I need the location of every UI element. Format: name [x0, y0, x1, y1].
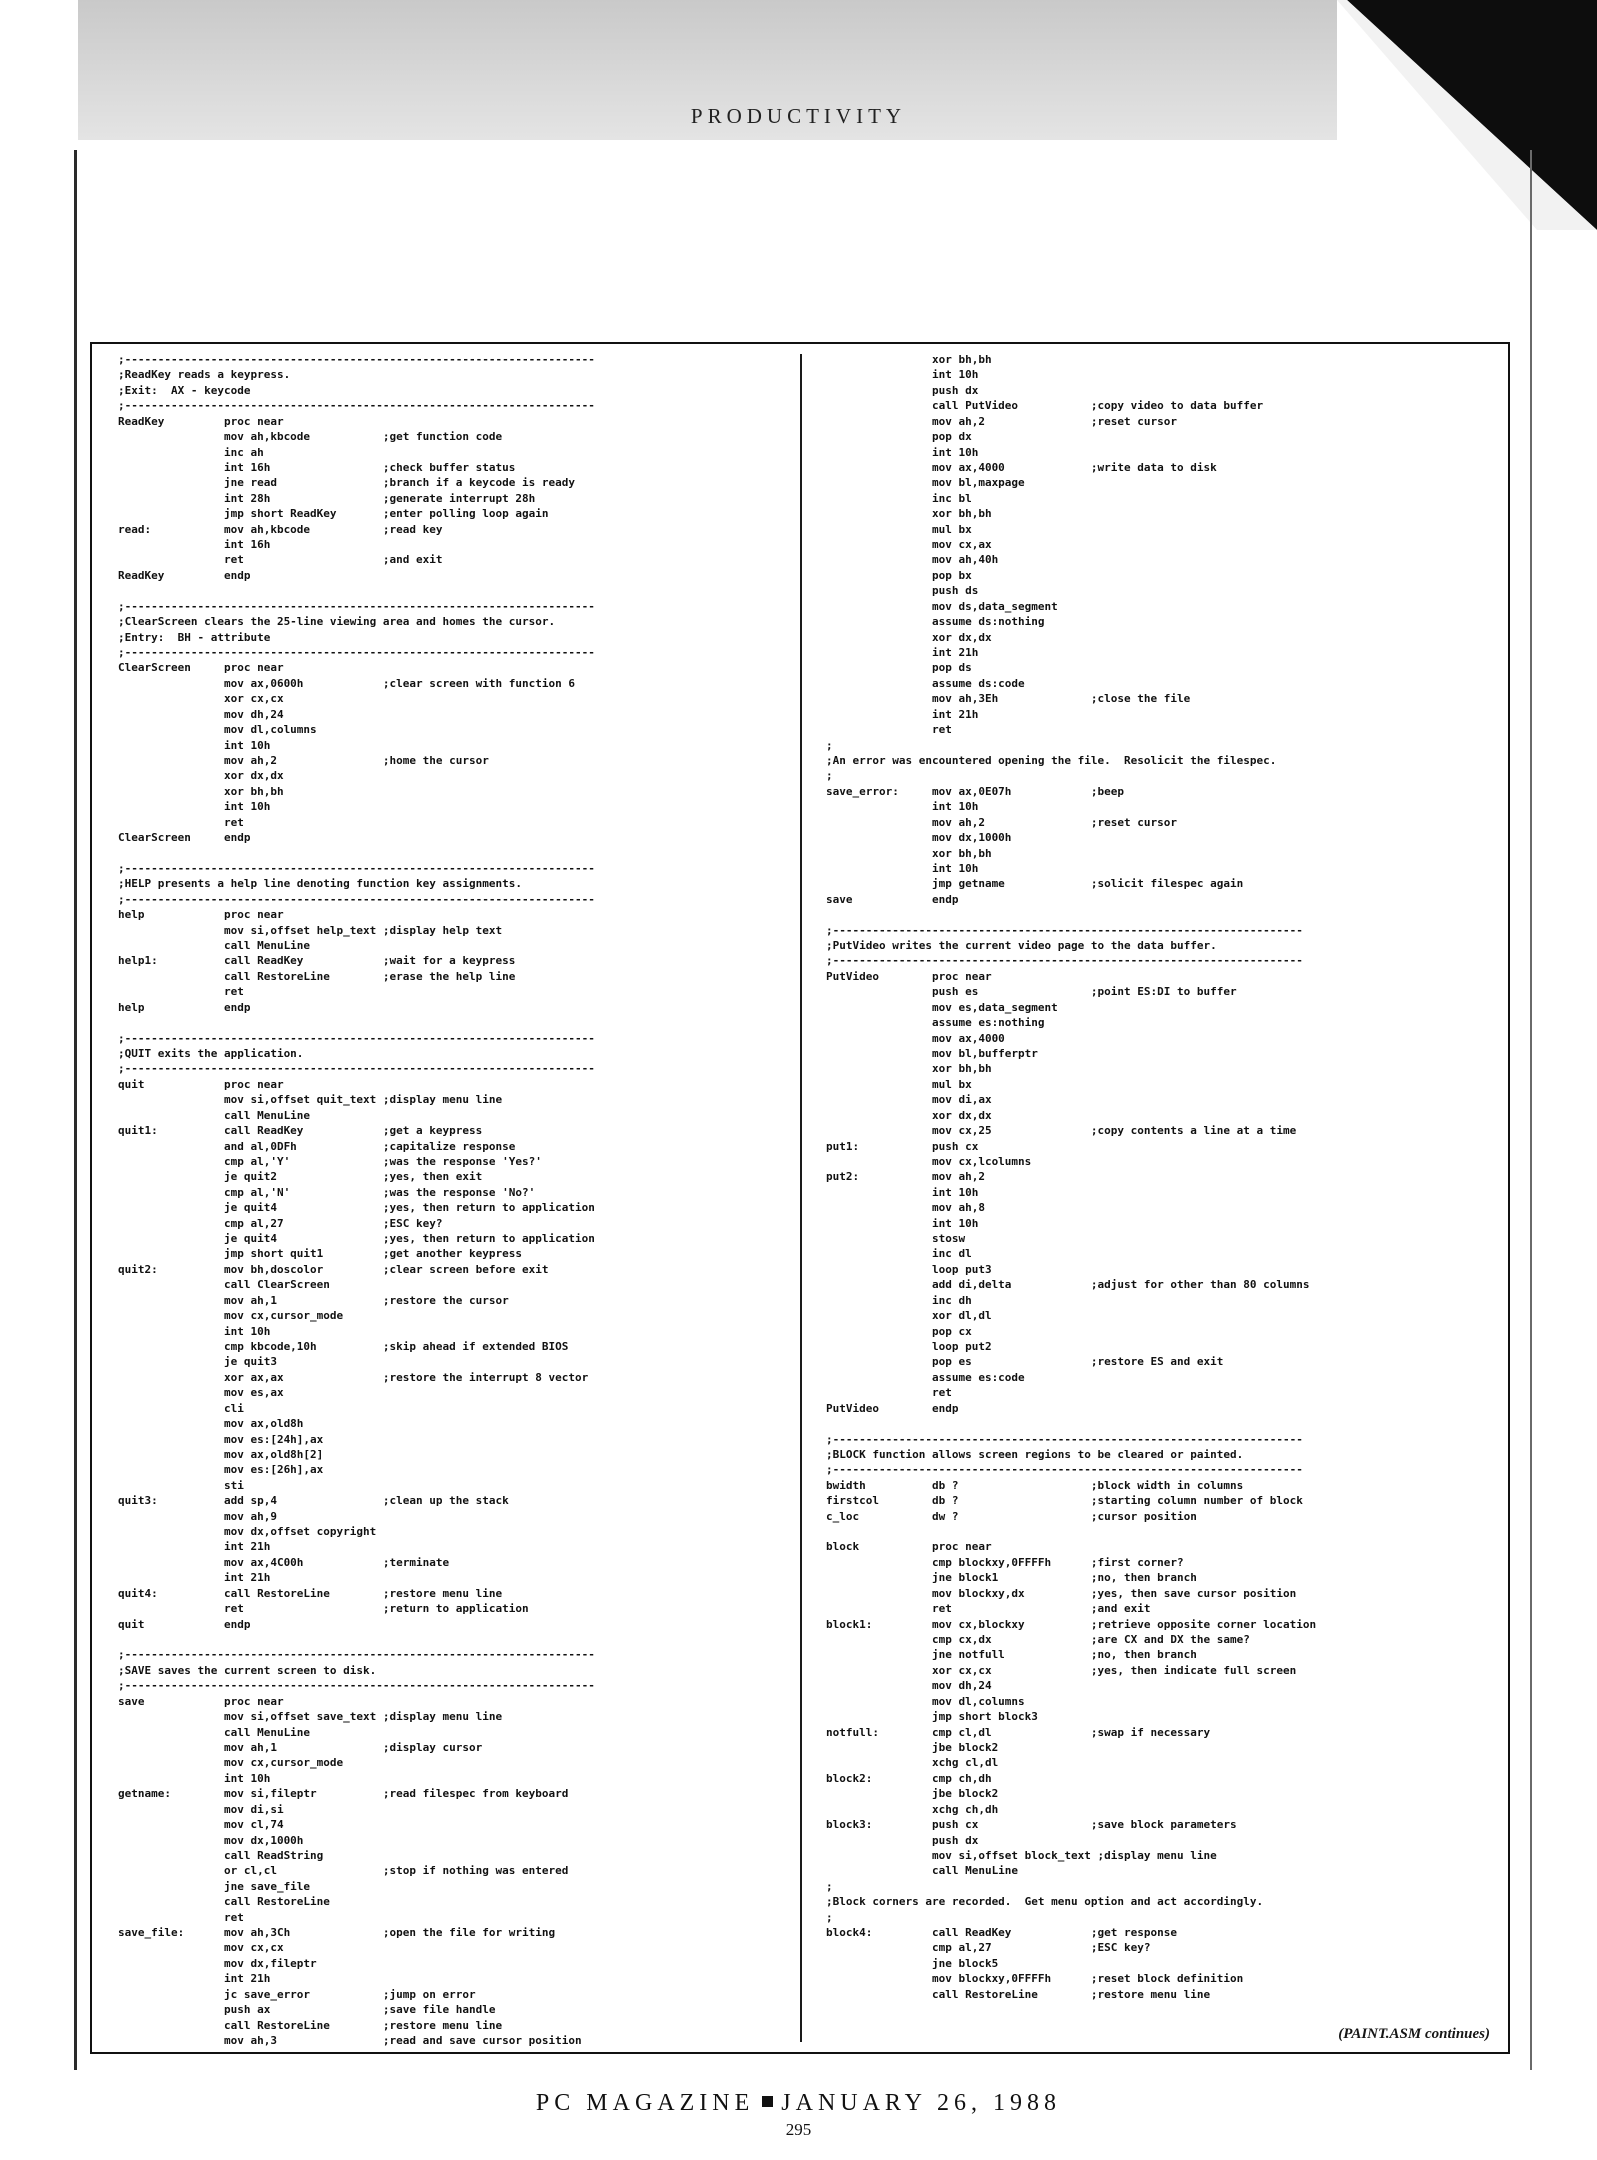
code-line: call RestoreLine	[118, 1895, 330, 1909]
code-line	[118, 1015, 595, 1030]
code-line: mov ah,3Eh ;close the file	[826, 692, 1191, 706]
code-line: call PutVideo ;copy video to data buffer	[826, 399, 1264, 413]
code-line: call RestoreLine ;restore menu line	[118, 2018, 503, 2032]
code-line: mov cx,25 ;copy contents a line at a time	[826, 1124, 1297, 1138]
code-line: int 10h	[826, 800, 979, 814]
code-line: xor dx,dx	[826, 630, 992, 644]
code-line: mov di,si	[118, 1802, 284, 1816]
code-line: int 21h	[826, 707, 979, 721]
code-line: ;-----------------------------------------------------------------------	[118, 1031, 595, 1045]
code-line: assume es:code	[826, 1370, 1025, 1384]
code-line: int 10h	[826, 1185, 979, 1199]
code-line: put2: mov ah,2	[826, 1170, 985, 1184]
separator-square-icon	[762, 2096, 773, 2107]
code-line: ;An error was encountered opening the file. Resolicit the filespec.	[826, 753, 1277, 767]
code-line: assume ds:nothing	[826, 615, 1045, 629]
code-line: ret ;return to application	[118, 1602, 529, 1616]
code-line: call RestoreLine ;erase the help line	[118, 969, 516, 983]
code-line: je quit4 ;yes, then return to application	[118, 1201, 595, 1215]
code-line: ;-----------------------------------------------------------------------	[118, 399, 595, 413]
code-line: push ax ;save file handle	[118, 2003, 496, 2017]
code-line: mov dx,fileptr	[118, 1956, 317, 1970]
code-line: call ClearScreen	[118, 1278, 330, 1292]
code-line: ;Entry: BH - attribute	[118, 630, 271, 644]
code-line: int 21h	[118, 1571, 271, 1585]
code-line: jmp short quit1 ;get another keypress	[118, 1247, 522, 1261]
code-line: int 10h	[118, 800, 271, 814]
code-line: pop bx	[826, 568, 972, 582]
code-line: add di,delta ;adjust for other than 80 columns	[826, 1278, 1310, 1292]
code-line: mov cl,74	[118, 1818, 284, 1832]
code-line: put1: push cx	[826, 1139, 979, 1153]
code-line: ret	[826, 723, 952, 737]
code-line: cmp al,27 ;ESC key?	[826, 1941, 1151, 1955]
code-line: cmp kbcode,10h ;skip ahead if extended BIOS	[118, 1340, 569, 1353]
code-line: loop put3	[826, 1262, 992, 1276]
code-line: ;ClearScreen clears the 25-line viewing area and homes the cursor.	[118, 615, 556, 629]
code-column-left	[118, 352, 595, 2048]
code-line: ret ;and exit	[118, 553, 443, 567]
code-line: pop dx	[826, 430, 972, 444]
code-line: mov dx,offset copyright	[118, 1525, 377, 1539]
code-line: mov dh,24	[826, 1679, 992, 1693]
code-line: push es ;point ES:DI to buffer	[826, 985, 1237, 999]
code-line: push dx	[826, 383, 979, 397]
code-line: mov ah,2 ;home the cursor	[118, 753, 489, 767]
code-line: ;ReadKey reads a keypress.	[118, 368, 291, 382]
code-line: push ds	[826, 584, 979, 598]
code-line: ;Block corners are recorded. Get menu option and act accordingly.	[826, 1895, 1264, 1909]
code-line: quit4: call RestoreLine ;restore menu line	[118, 1586, 503, 1600]
code-line: mov ah,1 ;display cursor	[118, 1740, 483, 1754]
code-line: mov ax,4C00h ;terminate	[118, 1555, 450, 1569]
code-line: mov ax,4000 ;write data to disk	[826, 460, 1217, 474]
code-line: PutVideo proc near	[826, 969, 992, 983]
code-line: call RestoreLine ;restore menu line	[826, 1987, 1211, 2001]
code-line: block4: call ReadKey ;get response	[826, 1926, 1177, 1940]
code-line: mov es,data_segment	[826, 1000, 1058, 1014]
code-line: notfull: cmp cl,dl ;swap if necessary	[826, 1725, 1211, 1739]
code-line: xor dx,dx	[118, 769, 284, 783]
footer-masthead	[0, 2090, 1597, 2117]
code-line: quit1: call ReadKey ;get a keypress	[118, 1124, 483, 1138]
code-line: int 10h	[118, 738, 271, 752]
code-line: call MenuLine	[826, 1864, 1019, 1878]
code-line: ret ;and exit	[826, 1602, 1151, 1616]
code-line	[826, 1416, 1316, 1431]
code-line: quit endp	[118, 1617, 251, 1631]
code-line: mov bl,bufferptr	[826, 1046, 1038, 1060]
code-line: ;-----------------------------------------------------------------------	[826, 954, 1303, 968]
code-line: inc dl	[826, 1247, 972, 1261]
code-line: ;-----------------------------------------------------------------------	[118, 1062, 595, 1076]
code-line: call MenuLine	[118, 1725, 311, 1739]
code-line: ClearScreen endp	[118, 831, 251, 845]
code-line: block1: mov cx,blockxy ;retrieve opposite corner location	[826, 1617, 1317, 1631]
code-line: stosw	[826, 1232, 966, 1246]
code-line: ;-----------------------------------------------------------------------	[118, 861, 595, 875]
code-line: ret	[826, 1386, 952, 1400]
code-line: int 16h	[118, 538, 271, 552]
code-line: int 21h	[118, 1540, 271, 1554]
code-line: ret	[118, 815, 244, 829]
right-margin-rule	[1530, 150, 1532, 2070]
code-line: ReadKey endp	[118, 568, 251, 582]
code-line: mov blockxy,0FFFFh ;reset block definition	[826, 1972, 1244, 1986]
code-line: mov ah,1 ;restore the cursor	[118, 1293, 509, 1307]
code-line: ;	[826, 738, 833, 752]
code-line: je quit3	[118, 1355, 277, 1369]
code-line: xor dl,dl	[826, 1309, 992, 1323]
code-line: jbe block2	[826, 1740, 999, 1754]
code-line: inc ah	[118, 445, 264, 459]
code-line: jne block1 ;no, then branch	[826, 1571, 1197, 1585]
code-line: ;-----------------------------------------------------------------------	[118, 599, 595, 613]
code-line: ;	[826, 1910, 833, 1924]
code-line: getname: mov si,fileptr ;read filespec from keyboard	[118, 1787, 569, 1801]
code-line: block3: push cx ;save block parameters	[826, 1818, 1237, 1832]
code-line: block proc near	[826, 1540, 992, 1554]
code-line: mov ah,9	[118, 1509, 277, 1523]
code-line: int 10h	[826, 1216, 979, 1230]
code-line: firstcol db ? ;starting column number of block	[826, 1494, 1303, 1508]
code-line: ;-----------------------------------------------------------------------	[118, 1648, 595, 1662]
code-line: cmp blockxy,0FFFFh ;first corner?	[826, 1555, 1184, 1569]
code-line: mov si,offset help_text ;display help text	[118, 923, 503, 937]
code-line: loop put2	[826, 1340, 992, 1353]
code-line: mov ax,old8h[2]	[118, 1447, 324, 1461]
code-line: int 10h	[118, 1771, 271, 1785]
code-line: mov dx,1000h	[826, 831, 1012, 845]
code-line: inc bl	[826, 491, 972, 505]
code-line: jne save_file	[118, 1879, 311, 1893]
code-line: mov dl,columns	[118, 723, 317, 737]
code-line: call ReadString	[118, 1848, 324, 1862]
code-line: mov si,offset save_text ;display menu line	[118, 1710, 503, 1724]
code-line: quit2: mov bh,doscolor ;clear screen before exit	[118, 1262, 549, 1276]
code-line: pop es ;restore ES and exit	[826, 1355, 1224, 1369]
code-line: mul bx	[826, 1077, 972, 1091]
code-line: push dx	[826, 1833, 979, 1847]
code-line	[118, 846, 595, 861]
code-line: ;	[826, 1879, 833, 1893]
code-line: mov blockxy,dx ;yes, then save cursor position	[826, 1586, 1297, 1600]
code-line: ;-----------------------------------------------------------------------	[826, 1463, 1303, 1477]
code-line: int 10h	[826, 445, 979, 459]
left-margin-rule	[74, 150, 77, 2070]
code-line: mov cx,ax	[826, 538, 992, 552]
code-line: mov ah,2 ;reset cursor	[826, 414, 1177, 428]
code-line: int 28h ;generate interrupt 28h	[118, 491, 536, 505]
code-line: mov ah,kbcode ;get function code	[118, 430, 503, 444]
code-line: save_file: mov ah,3Ch ;open the file for writing	[118, 1926, 556, 1940]
code-line: jbe block2	[826, 1787, 999, 1801]
code-line	[826, 1524, 1316, 1539]
corner-fold-graphic	[1337, 0, 1597, 230]
code-line: cmp al,27 ;ESC key?	[118, 1216, 443, 1230]
code-line: inc dh	[826, 1293, 972, 1307]
code-line: ret	[118, 985, 244, 999]
section-label: PRODUCTIVITY	[690, 104, 907, 128]
code-line	[118, 583, 595, 598]
magazine-name: PC MAGAZINE	[535, 2090, 755, 2116]
code-line: ;PutVideo writes the current video page to the data buffer.	[826, 939, 1217, 953]
code-line: ;-----------------------------------------------------------------------	[118, 353, 595, 366]
code-line: jne notfull ;no, then branch	[826, 1648, 1197, 1662]
code-line: ;	[826, 769, 833, 783]
code-line: ;-----------------------------------------------------------------------	[118, 1679, 595, 1693]
code-line: jmp getname ;solicit filespec again	[826, 877, 1244, 891]
code-line: int 10h	[118, 1324, 271, 1338]
code-line: cli	[118, 1401, 244, 1415]
code-line: xor cx,cx	[118, 692, 284, 706]
code-line: ReadKey proc near	[118, 414, 284, 428]
code-line: int 21h	[826, 646, 979, 660]
code-line: int 10h	[826, 368, 979, 382]
code-line: mov es:[26h],ax	[118, 1463, 324, 1477]
continuation-note: (PAINT.ASM continues)	[1338, 2026, 1490, 2042]
code-line: xor bh,bh	[826, 846, 992, 860]
code-line: mov ah,40h	[826, 553, 999, 567]
code-line: ;-----------------------------------------------------------------------	[118, 892, 595, 906]
code-line: ;BLOCK function allows screen regions to be cleared or painted.	[826, 1447, 1244, 1461]
code-line: sti	[118, 1478, 244, 1492]
code-line: mov es:[24h],ax	[118, 1432, 324, 1446]
code-line: jmp short block3	[826, 1710, 1038, 1724]
page-number: 295	[785, 2120, 812, 2139]
column-divider	[800, 354, 802, 2042]
code-line: mov dh,24	[118, 707, 284, 721]
code-line: ;QUIT exits the application.	[118, 1046, 304, 1060]
code-line: cmp al,'N' ;was the response 'No?'	[118, 1185, 536, 1199]
code-line: ;-----------------------------------------------------------------------	[826, 1432, 1303, 1446]
code-line: mov es,ax	[118, 1386, 284, 1400]
code-line: je quit4 ;yes, then return to application	[118, 1232, 595, 1246]
code-line: mov dl,columns	[826, 1694, 1025, 1708]
code-line: read: mov ah,kbcode ;read key	[118, 522, 443, 536]
code-line: mov cx,cursor_mode	[118, 1756, 344, 1770]
code-line: ;-----------------------------------------------------------------------	[118, 646, 595, 660]
code-line: mov ah,3 ;read and save cursor position	[118, 2033, 582, 2047]
code-line: assume ds:code	[826, 676, 1025, 690]
code-line: help proc near	[118, 908, 284, 922]
code-line: cmp cx,dx ;are CX and DX the same?	[826, 1633, 1250, 1647]
code-line: ;Exit: AX - keycode	[118, 383, 251, 397]
code-line: or cl,cl ;stop if nothing was entered	[118, 1864, 569, 1878]
code-line: call MenuLine	[118, 1108, 311, 1122]
code-line: c_loc dw ? ;cursor position	[826, 1509, 1197, 1523]
code-line: save proc near	[118, 1694, 284, 1708]
code-line: assume es:nothing	[826, 1016, 1045, 1030]
code-line: jne read ;branch if a keycode is ready	[118, 476, 575, 490]
code-line: mov dx,1000h	[118, 1833, 304, 1847]
code-line: int 21h	[118, 1972, 271, 1986]
code-line: help1: call ReadKey ;wait for a keypress	[118, 954, 516, 968]
code-line: mov cx,cursor_mode	[118, 1309, 344, 1323]
code-line: int 16h ;check buffer status	[118, 460, 516, 474]
code-line	[118, 1632, 595, 1647]
code-line: xchg cl,dl	[826, 1756, 999, 1770]
code-line: ;-----------------------------------------------------------------------	[826, 923, 1303, 937]
code-line: save_error: mov ax,0E07h ;beep	[826, 784, 1125, 798]
issue-date: JANUARY 26, 1988	[781, 2090, 1062, 2116]
code-line: jne block5	[826, 1956, 999, 1970]
code-line: mov si,offset block_text ;display menu line	[826, 1848, 1217, 1862]
code-line: mov ds,data_segment	[826, 599, 1058, 613]
code-line: mov ax,old8h	[118, 1417, 304, 1431]
code-line: mov di,ax	[826, 1093, 992, 1107]
code-column-right	[826, 352, 1316, 2002]
code-line: mov ah,2 ;reset cursor	[826, 815, 1177, 829]
code-line: mov ax,0600h ;clear screen with function 6	[118, 676, 575, 690]
code-line: call MenuLine	[118, 939, 311, 953]
code-line: pop ds	[826, 661, 972, 675]
code-line: mul bx	[826, 522, 972, 536]
code-line: mov si,offset quit_text ;display menu line	[118, 1093, 503, 1107]
code-line: xor ax,ax ;restore the interrupt 8 vector	[118, 1370, 589, 1384]
code-line	[826, 907, 1316, 922]
code-line: block2: cmp ch,dh	[826, 1771, 992, 1785]
code-line: xor bh,bh	[118, 784, 284, 798]
code-line: quit proc near	[118, 1077, 284, 1091]
code-line: and al,0DFh ;capitalize response	[118, 1139, 516, 1153]
code-line: xchg ch,dh	[826, 1802, 999, 1816]
code-line: save endp	[826, 892, 959, 906]
code-line: jmp short ReadKey ;enter polling loop again	[118, 507, 549, 521]
code-line: ClearScreen proc near	[118, 661, 284, 675]
code-line: ret	[118, 1910, 244, 1924]
code-line: je quit2 ;yes, then exit	[118, 1170, 483, 1184]
code-line: xor dx,dx	[826, 1108, 992, 1122]
code-line: xor bh,bh	[826, 1062, 992, 1076]
code-line: ;HELP presents a help line denoting function key assignments.	[118, 877, 522, 891]
code-line: help endp	[118, 1000, 251, 1014]
code-line: int 10h	[826, 861, 979, 875]
code-line: bwidth db ? ;block width in columns	[826, 1478, 1244, 1492]
code-line: mov ah,8	[826, 1201, 985, 1215]
code-line: quit3: add sp,4 ;clean up the stack	[118, 1494, 509, 1508]
code-line: jc save_error ;jump on error	[118, 1987, 476, 2001]
code-line: mov cx,lcolumns	[826, 1154, 1032, 1168]
code-line: PutVideo endp	[826, 1401, 959, 1415]
code-line: pop cx	[826, 1324, 972, 1338]
code-line: xor bh,bh	[826, 507, 992, 521]
code-line: ;SAVE saves the current screen to disk.	[118, 1663, 377, 1677]
code-line: mov cx,cx	[118, 1941, 284, 1955]
code-line: mov bl,maxpage	[826, 476, 1025, 490]
code-line: xor bh,bh	[826, 353, 992, 366]
code-line: cmp al,'Y' ;was the response 'Yes?'	[118, 1154, 542, 1168]
code-line: xor cx,cx ;yes, then indicate full screen	[826, 1663, 1297, 1677]
code-line: mov ax,4000	[826, 1031, 1005, 1045]
